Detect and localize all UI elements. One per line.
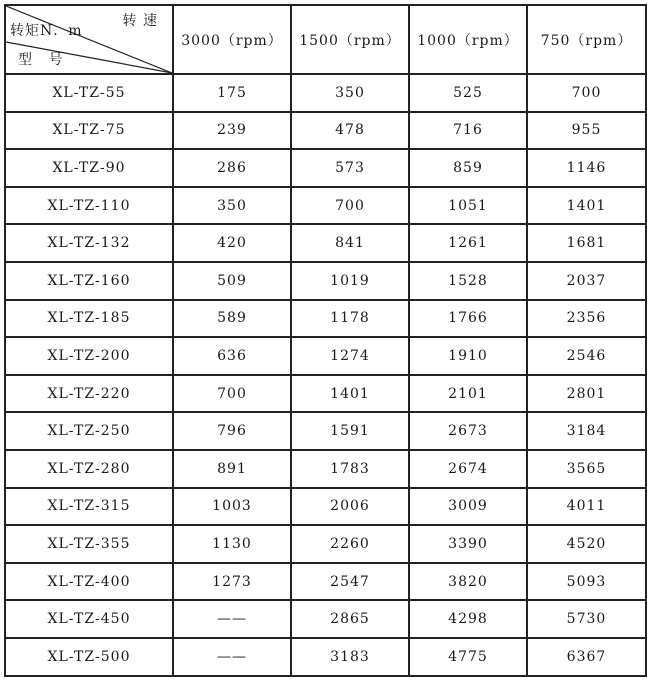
table-row xyxy=(5,563,646,601)
torque-3000-cell: 420 xyxy=(173,224,291,262)
table-row xyxy=(5,525,646,563)
torque-3000-cell: 1273 xyxy=(173,563,291,601)
torque-1000-cell: 3390 xyxy=(409,525,527,563)
model-axis-label: 型 号 xyxy=(18,52,69,68)
torque-3000-cell: 509 xyxy=(173,262,291,300)
torque-1000-cell: 2101 xyxy=(409,375,527,413)
speed-header-3000: 3000（rpm） xyxy=(173,5,291,74)
torque-1000-cell: 1766 xyxy=(409,300,527,338)
table-row xyxy=(5,412,646,450)
torque-1000-cell: 3820 xyxy=(409,563,527,601)
model-cell: XL-TZ-55 xyxy=(5,74,173,112)
model-cell: XL-TZ-250 xyxy=(5,412,173,450)
torque-1000-cell: 1051 xyxy=(409,187,527,225)
torque-750-cell: 955 xyxy=(527,112,646,150)
table-row xyxy=(5,74,646,112)
torque-750-cell: 1401 xyxy=(527,187,646,225)
torque-3000-cell: —— xyxy=(173,600,291,638)
torque-3000-cell: 796 xyxy=(173,412,291,450)
torque-1000-cell: 4298 xyxy=(409,600,527,638)
table-row xyxy=(5,262,646,300)
model-cell: XL-TZ-220 xyxy=(5,375,173,413)
model-cell: XL-TZ-355 xyxy=(5,525,173,563)
table-row xyxy=(5,600,646,638)
torque-1500-cell: 350 xyxy=(291,74,409,112)
torque-unit-label: 转矩N．m xyxy=(10,23,83,39)
torque-3000-cell: 700 xyxy=(173,375,291,413)
model-cell: XL-TZ-185 xyxy=(5,300,173,338)
torque-1000-cell: 716 xyxy=(409,112,527,150)
torque-1500-cell: 1019 xyxy=(291,262,409,300)
table-row xyxy=(5,300,646,338)
torque-3000-cell: 350 xyxy=(173,187,291,225)
torque-1000-cell: 2673 xyxy=(409,412,527,450)
torque-1500-cell: 700 xyxy=(291,187,409,225)
torque-750-cell: 4520 xyxy=(527,525,646,563)
table-row xyxy=(5,149,646,187)
torque-750-cell: 2037 xyxy=(527,262,646,300)
torque-1000-cell: 4775 xyxy=(409,638,527,676)
diagonal-header-cell xyxy=(5,5,173,74)
header-row xyxy=(5,5,646,74)
model-cell: XL-TZ-90 xyxy=(5,149,173,187)
table-row xyxy=(5,112,646,150)
torque-750-cell: 6367 xyxy=(527,638,646,676)
torque-1500-cell: 1274 xyxy=(291,337,409,375)
torque-3000-cell: 1003 xyxy=(173,488,291,526)
torque-table xyxy=(4,4,647,677)
model-cell: XL-TZ-450 xyxy=(5,600,173,638)
torque-1000-cell: 525 xyxy=(409,74,527,112)
torque-1500-cell: 1401 xyxy=(291,375,409,413)
torque-750-cell: 3565 xyxy=(527,450,646,488)
torque-750-cell: 2356 xyxy=(527,300,646,338)
torque-750-cell: 5730 xyxy=(527,600,646,638)
torque-3000-cell: 239 xyxy=(173,112,291,150)
torque-3000-cell: 636 xyxy=(173,337,291,375)
torque-3000-cell: 589 xyxy=(173,300,291,338)
torque-1000-cell: 1261 xyxy=(409,224,527,262)
table-row xyxy=(5,638,646,676)
torque-1500-cell: 2260 xyxy=(291,525,409,563)
torque-3000-cell: —— xyxy=(173,638,291,676)
torque-750-cell: 2546 xyxy=(527,337,646,375)
torque-1500-cell: 1178 xyxy=(291,300,409,338)
torque-1500-cell: 3183 xyxy=(291,638,409,676)
model-cell: XL-TZ-132 xyxy=(5,224,173,262)
torque-750-cell: 2801 xyxy=(527,375,646,413)
table-row xyxy=(5,450,646,488)
torque-3000-cell: 1130 xyxy=(173,525,291,563)
speed-header-1500: 1500（rpm） xyxy=(291,5,409,74)
torque-1000-cell: 3009 xyxy=(409,488,527,526)
model-cell: XL-TZ-75 xyxy=(5,112,173,150)
model-cell: XL-TZ-400 xyxy=(5,563,173,601)
model-cell: XL-TZ-280 xyxy=(5,450,173,488)
torque-1500-cell: 1591 xyxy=(291,412,409,450)
speed-header-750: 750（rpm） xyxy=(527,5,646,74)
table-row xyxy=(5,337,646,375)
torque-750-cell: 4011 xyxy=(527,488,646,526)
torque-1500-cell: 2006 xyxy=(291,488,409,526)
table-row xyxy=(5,488,646,526)
torque-750-cell: 1146 xyxy=(527,149,646,187)
model-cell: XL-TZ-200 xyxy=(5,337,173,375)
table-row xyxy=(5,224,646,262)
model-cell: XL-TZ-160 xyxy=(5,262,173,300)
torque-750-cell: 700 xyxy=(527,74,646,112)
torque-1500-cell: 478 xyxy=(291,112,409,150)
torque-750-cell: 3184 xyxy=(527,412,646,450)
torque-1500-cell: 2865 xyxy=(291,600,409,638)
table-row xyxy=(5,187,646,225)
torque-1500-cell: 1783 xyxy=(291,450,409,488)
torque-1500-cell: 2547 xyxy=(291,563,409,601)
torque-1000-cell: 859 xyxy=(409,149,527,187)
torque-1000-cell: 1910 xyxy=(409,337,527,375)
speed-axis-label: 转 速 xyxy=(122,13,158,29)
torque-1000-cell: 1528 xyxy=(409,262,527,300)
speed-header-1000: 1000（rpm） xyxy=(409,5,527,74)
model-cell: XL-TZ-315 xyxy=(5,488,173,526)
torque-1500-cell: 573 xyxy=(291,149,409,187)
table-row xyxy=(5,375,646,413)
table-body xyxy=(5,74,646,676)
torque-3000-cell: 175 xyxy=(173,74,291,112)
torque-1000-cell: 2674 xyxy=(409,450,527,488)
torque-3000-cell: 891 xyxy=(173,450,291,488)
torque-1500-cell: 841 xyxy=(291,224,409,262)
torque-750-cell: 1681 xyxy=(527,224,646,262)
model-cell: XL-TZ-110 xyxy=(5,187,173,225)
torque-750-cell: 5093 xyxy=(527,563,646,601)
model-cell: XL-TZ-500 xyxy=(5,638,173,676)
torque-3000-cell: 286 xyxy=(173,149,291,187)
